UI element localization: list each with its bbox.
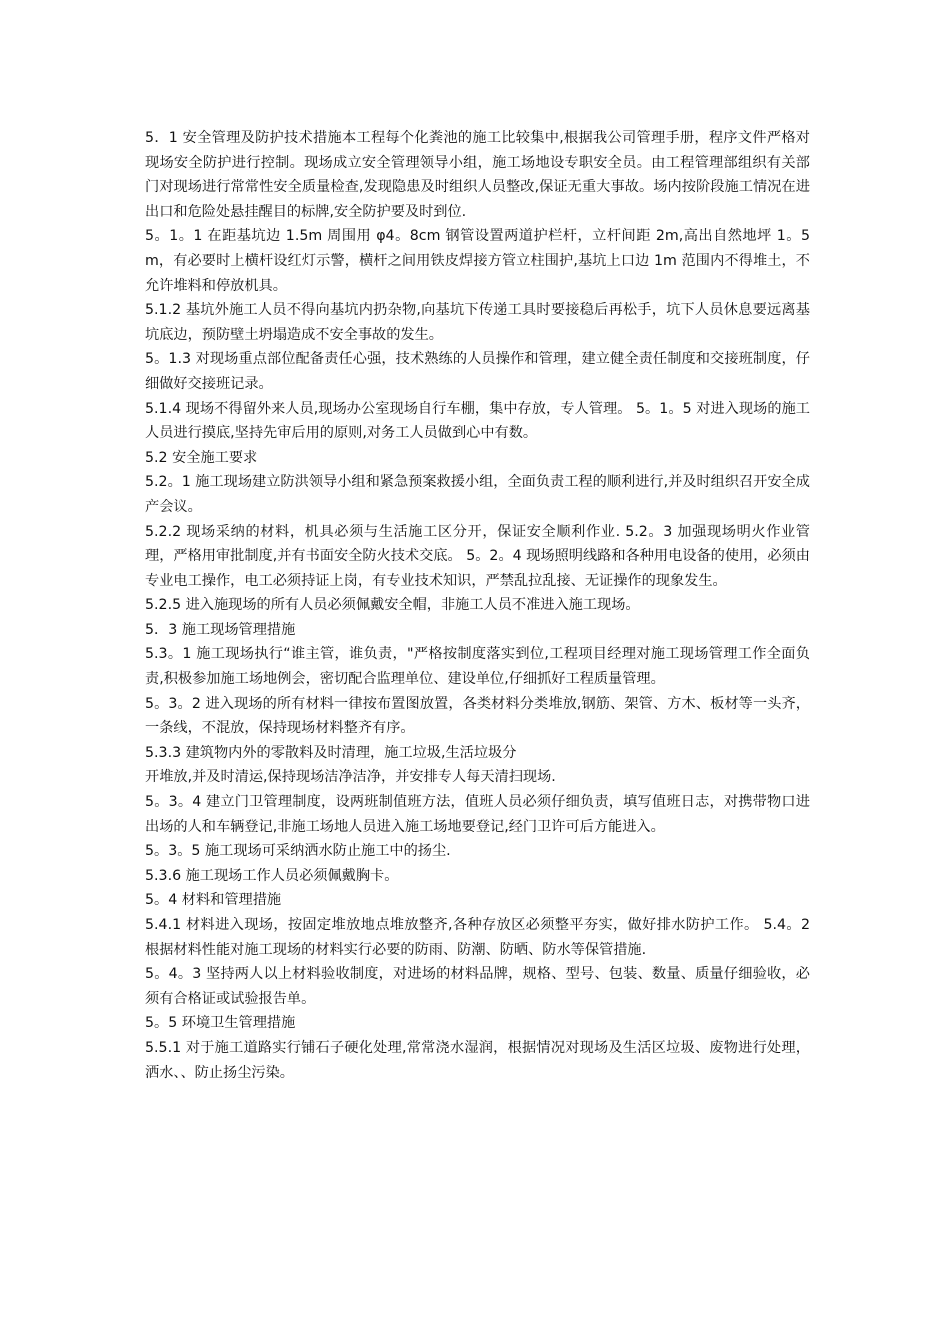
paragraph-5-1-4: 5.1.4 现场不得留外来人员,现场办公室现场自行车棚，集中存放，专人管理。 5。1。5 对进入现场的施工人员进行摸底,坚持先审后用的原则,对务工人员做到心中有数。 bbox=[145, 400, 810, 442]
document-body bbox=[145, 126, 810, 1085]
section-heading-5-4: 5。4 材料和管理措施 bbox=[145, 892, 282, 909]
paragraph-5-3-2: 5。3。2 进入现场的所有材料一律按布置图放置，各类材料分类堆放,钢筋、架管、方木、板材等一头齐，一条线，不混放，保持现场材料整齐有序。 bbox=[145, 695, 810, 737]
paragraph-5-1-1: 5。1。1 在距基坑边 1.5m 周围用 φ4。8cm 钢管设置两道护栏杆，立杆间距 2m,高出自然地坪 1。5m，有必要时上横杆设红灯示警，横杆之间用铁皮焊接方管立柱围护,基坑上口边 1m 范围内不得堆土，不允许堆料和停放机具。 bbox=[145, 228, 810, 294]
paragraph-5-3-5: 5。3。5 施工现场可采纳洒水防止施工中的扬尘. bbox=[145, 843, 451, 860]
section-heading-5-3: 5．3 施工现场管理措施 bbox=[145, 621, 296, 638]
paragraph-5-4-3: 5。4。3 坚持两人以上材料验收制度，对进场的材料品牌，规格、型号、包装、数量、质量仔细验收，必须有合格证或试验报告单。 bbox=[145, 966, 810, 1007]
paragraph-5-2-5: 5.2.5 进入施现场的所有人员必须佩戴安全帽，非施工人员不准进入施工现场。 bbox=[145, 597, 640, 614]
paragraph-5-2-1: 5.2。1 施工现场建立防洪领导小组和紧急预案救援小组，全面负责工程的顺利进行,并及时组织召开安全成产会议。 bbox=[145, 474, 810, 515]
paragraph-5-1-2: 5.1.2 基坑外施工人员不得向基坑内扔杂物,向基坑下传递工具时要接稳后再松手，坑下人员休息要远离基坑底边，预防壁土坍塌造成不安全事故的发生。 bbox=[145, 302, 810, 343]
section-heading-5-2: 5.2 安全施工要求 bbox=[145, 449, 258, 466]
paragraph-5-3-3-continued: 开堆放,并及时清运,保持现场洁净洁净，并安排专人每天清扫现场. bbox=[145, 769, 556, 786]
paragraph-5-4-1: 5.4.1 材料进入现场，按固定堆放地点堆放整齐,各种存放区必须整平夯实，做好排水防护工作。 5.4。2 根据材料性能对施工现场的材料实行必要的防雨、防潮、防晒、防水等保管措施. bbox=[145, 917, 810, 958]
paragraph-5-3-4: 5。3。4 建立门卫管理制度，设两班制值班方法，值班人员必须仔细负责，填写值班日志，对携带物口进出场的人和车辆登记,非施工场地人员进入施工场地要登记,经门卫许可后方能进入。 bbox=[145, 794, 810, 835]
paragraph-5-3-3: 5.3.3 建筑物内外的零散料及时清理，施工垃圾,生活垃圾分 bbox=[145, 744, 517, 761]
paragraph-5-3-1: 5.3。1 施工现场执行“谁主管，谁负责，"严格按制度落实到位,工程项目经理对施工现场管理工作全面负责,积极参加施工场地例会，密切配合监理单位、建设单位,仔细抓好工程质量管理。 bbox=[145, 646, 810, 688]
paragraph-5-2-2: 5.2.2 现场采纳的材料，机具必须与生活施工区分开，保证安全顺利作业. 5.2。3 加强现场明火作业管理，严格用审批制度,并有书面安全防火技术交底。 5。2。4 现场照明线路和各种用电设备的使用，必须由专业电工操作，电工必须持证上岗，有专业技术知识，严禁乱拉乱接、无证操作的现象发生。 bbox=[145, 523, 810, 589]
paragraph-5-1: 5．1 安全管理及防护技术措施本工程每个化粪池的施工比较集中,根据我公司管理手册，程序文件严格对现场安全防护进行控制。现场成立安全管理领导小组，施工场地设专职安全员。由工程管理部组织有关部门对现场进行常常性安全质量检查,发现隐患及时组织人员整改,保证无重大事故。场内按阶段施工情况在进出口和危险处悬挂醒目的标牌,安全防护要及时到位. bbox=[145, 130, 810, 220]
section-heading-5-5: 5。5 环境卫生管理措施 bbox=[145, 1015, 296, 1032]
paragraph-5-1-3: 5。1.3 对现场重点部位配备责任心强，技术熟练的人员操作和管理，建立健全责任制度和交接班制度，仔细做好交接班记录。 bbox=[145, 351, 810, 392]
paragraph-5-5-1: 5.5.1 对于施工道路实行铺石子硬化处理,常常浇水湿润，根据情况对现场及生活区垃圾、废物进行处理，洒水、、防止扬尘污染。 bbox=[145, 1039, 810, 1081]
paragraph-5-3-6: 5.3.6 施工现场工作人员必须佩戴胸卡。 bbox=[145, 867, 399, 884]
